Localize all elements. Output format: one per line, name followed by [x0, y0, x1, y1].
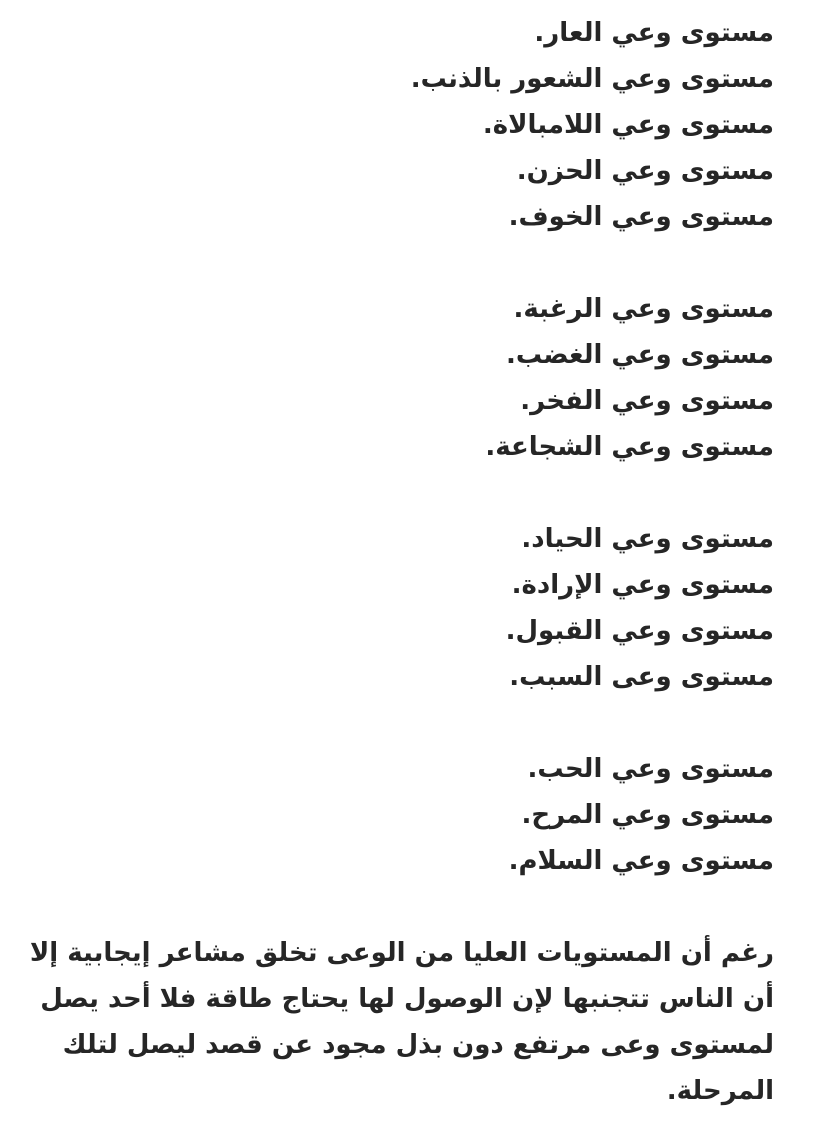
level-line: مستوى وعي الحياد. [521, 524, 774, 554]
paragraph-line: أن الناس تتجنبها لإن الوصول لها يحتاج طاقة فلا أحد يصل [40, 984, 774, 1014]
level-line: مستوى وعي الغضب. [506, 340, 774, 370]
document-body [29, 10, 774, 1114]
level-line: مستوى وعي القبول. [505, 616, 774, 646]
level-line: مستوى وعي الرغبة. [513, 294, 774, 324]
paragraph-line: لمستوى وعى مرتفع دون بذل مجود عن قصد ليصل لتلك [62, 1030, 774, 1060]
level-line: مستوى وعى السبب. [509, 662, 774, 692]
level-line: مستوى وعي الفخر. [520, 386, 774, 416]
level-line: مستوى وعي الحزن. [516, 156, 774, 186]
level-line: مستوى وعي العار. [534, 18, 774, 48]
level-line: مستوى وعي الإرادة. [511, 570, 774, 600]
levels-group-4 [74, 746, 774, 884]
level-line: مستوى وعي الشجاعة. [485, 432, 774, 462]
level-line: مستوى وعي المرح. [521, 800, 774, 830]
level-line: مستوى وعي الحب. [527, 754, 774, 784]
levels-group-3 [74, 516, 774, 700]
paragraph-line: رغم أن المستويات العليا من الوعى تخلق مشاعر إيجابية إلا [29, 938, 774, 968]
paragraph-line: المرحلة. [666, 1076, 774, 1106]
closing-paragraph [29, 930, 774, 1114]
level-line: مستوى وعي الشعور بالذنب. [410, 64, 774, 94]
levels-group-1 [74, 10, 774, 240]
level-line: مستوى وعي السلام. [508, 846, 774, 876]
level-line: مستوى وعي اللامبالاة. [482, 110, 774, 140]
levels-group-2 [74, 286, 774, 470]
level-line: مستوى وعي الخوف. [508, 202, 774, 232]
